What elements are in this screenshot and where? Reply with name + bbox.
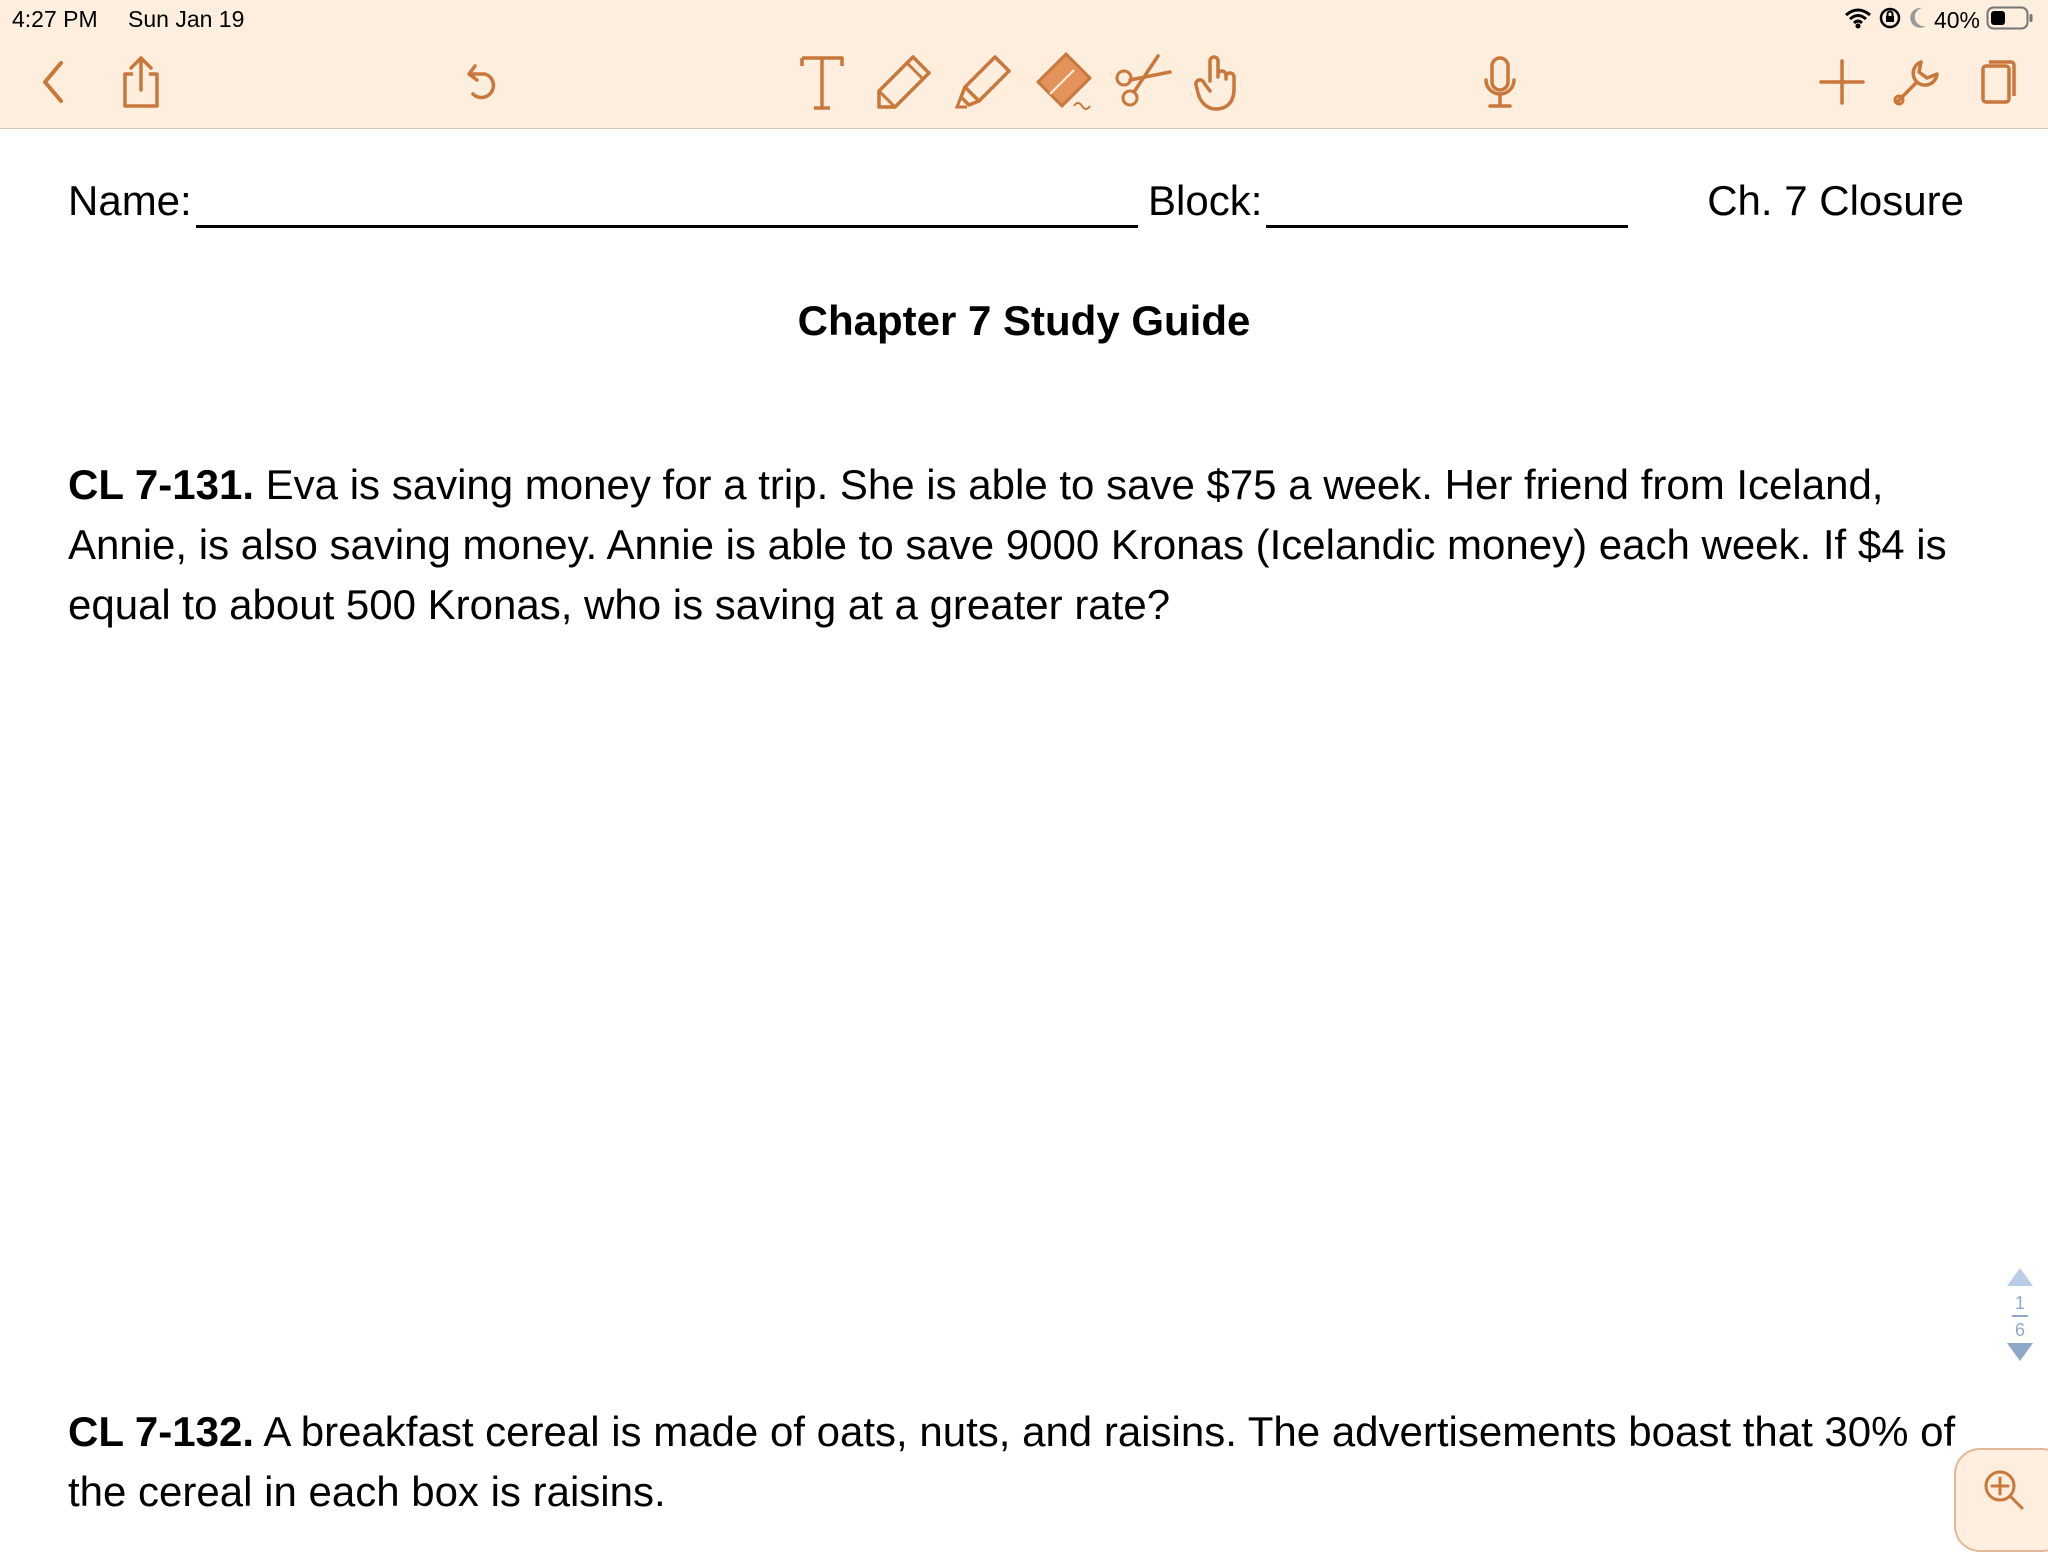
moon-icon <box>1908 6 1928 35</box>
back-icon <box>39 57 69 107</box>
pages-icon <box>1979 58 2017 106</box>
status-time: 4:27 PM <box>12 6 98 32</box>
name-line <box>196 225 1138 228</box>
problem-text: A breakfast cereal is made of oats, nuts, and raisins. The advertisements boast that 30% of the cereal in each box is raisins. <box>68 1408 1956 1515</box>
previous-page-button[interactable] <box>2000 1266 2040 1293</box>
lasso-tool-icon <box>1112 52 1176 112</box>
settings-button[interactable] <box>1890 50 1942 114</box>
page-navigator[interactable] <box>2000 1266 2040 1402</box>
pen-tool-icon <box>873 51 935 113</box>
zoom-button[interactable] <box>1954 1448 2048 1552</box>
microphone-icon <box>1482 54 1518 110</box>
current-page: 1 <box>2014 1293 2025 1313</box>
document-title: Chapter 7 Study Guide <box>797 297 1251 344</box>
undo-icon <box>463 60 503 104</box>
problem-text: Eva is saving money for a trip. She is able to save $75 a week. Her friend from Iceland, Annie, is also saving money. Annie is able to save 9000 Kronas (Icelandic money) each week. If $4 is equal to about 500 Kronas, who is saving at a greater rate? <box>68 461 1947 628</box>
section-label: Ch. 7 Closure <box>1707 177 1964 224</box>
share-button[interactable] <box>112 50 170 114</box>
eraser-tool-icon <box>1030 50 1100 114</box>
toolbar <box>0 0 2048 129</box>
wifi-icon <box>1844 7 1872 34</box>
problem-number: CL 7-131. <box>68 461 254 508</box>
problem-cl-7-132 <box>68 1402 1988 1522</box>
add-button[interactable] <box>1818 50 1866 114</box>
block-line <box>1266 225 1628 228</box>
lasso-tool-button[interactable] <box>1112 50 1176 114</box>
share-icon <box>117 54 165 110</box>
hand-tool-button[interactable] <box>1188 50 1248 114</box>
settings-icon <box>1891 56 1941 108</box>
highlighter-tool-button[interactable] <box>952 50 1016 114</box>
block-label: Block: <box>1148 177 1263 224</box>
next-page-button[interactable] <box>2000 1341 2040 1368</box>
undo-button[interactable] <box>458 50 508 114</box>
highlighter-tool-icon <box>953 51 1015 113</box>
microphone-button[interactable] <box>1480 50 1520 114</box>
document-page[interactable] <box>0 129 2048 1536</box>
pen-tool-button[interactable] <box>872 50 936 114</box>
status-date: Sun Jan 19 <box>128 6 245 32</box>
text-tool-icon <box>798 52 846 112</box>
problem-cl-7-131 <box>68 455 1988 635</box>
total-pages: 6 <box>2014 1320 2025 1340</box>
orientation-lock-icon <box>1878 6 1902 35</box>
battery-percent: 40% <box>1933 6 1980 33</box>
hand-tool-icon <box>1190 51 1246 113</box>
page-divider <box>2012 1315 2028 1317</box>
zoom-in-icon <box>1982 1468 2026 1517</box>
pages-button[interactable] <box>1978 50 2018 114</box>
eraser-tool-button[interactable] <box>1030 50 1100 114</box>
add-icon <box>1819 59 1865 105</box>
name-label: Name: <box>68 177 192 224</box>
back-button[interactable] <box>34 50 74 114</box>
status-icons <box>1844 4 2034 36</box>
problem-number: CL 7-132. <box>68 1408 254 1455</box>
text-tool-button[interactable] <box>798 50 846 114</box>
battery-icon <box>1986 5 2034 36</box>
